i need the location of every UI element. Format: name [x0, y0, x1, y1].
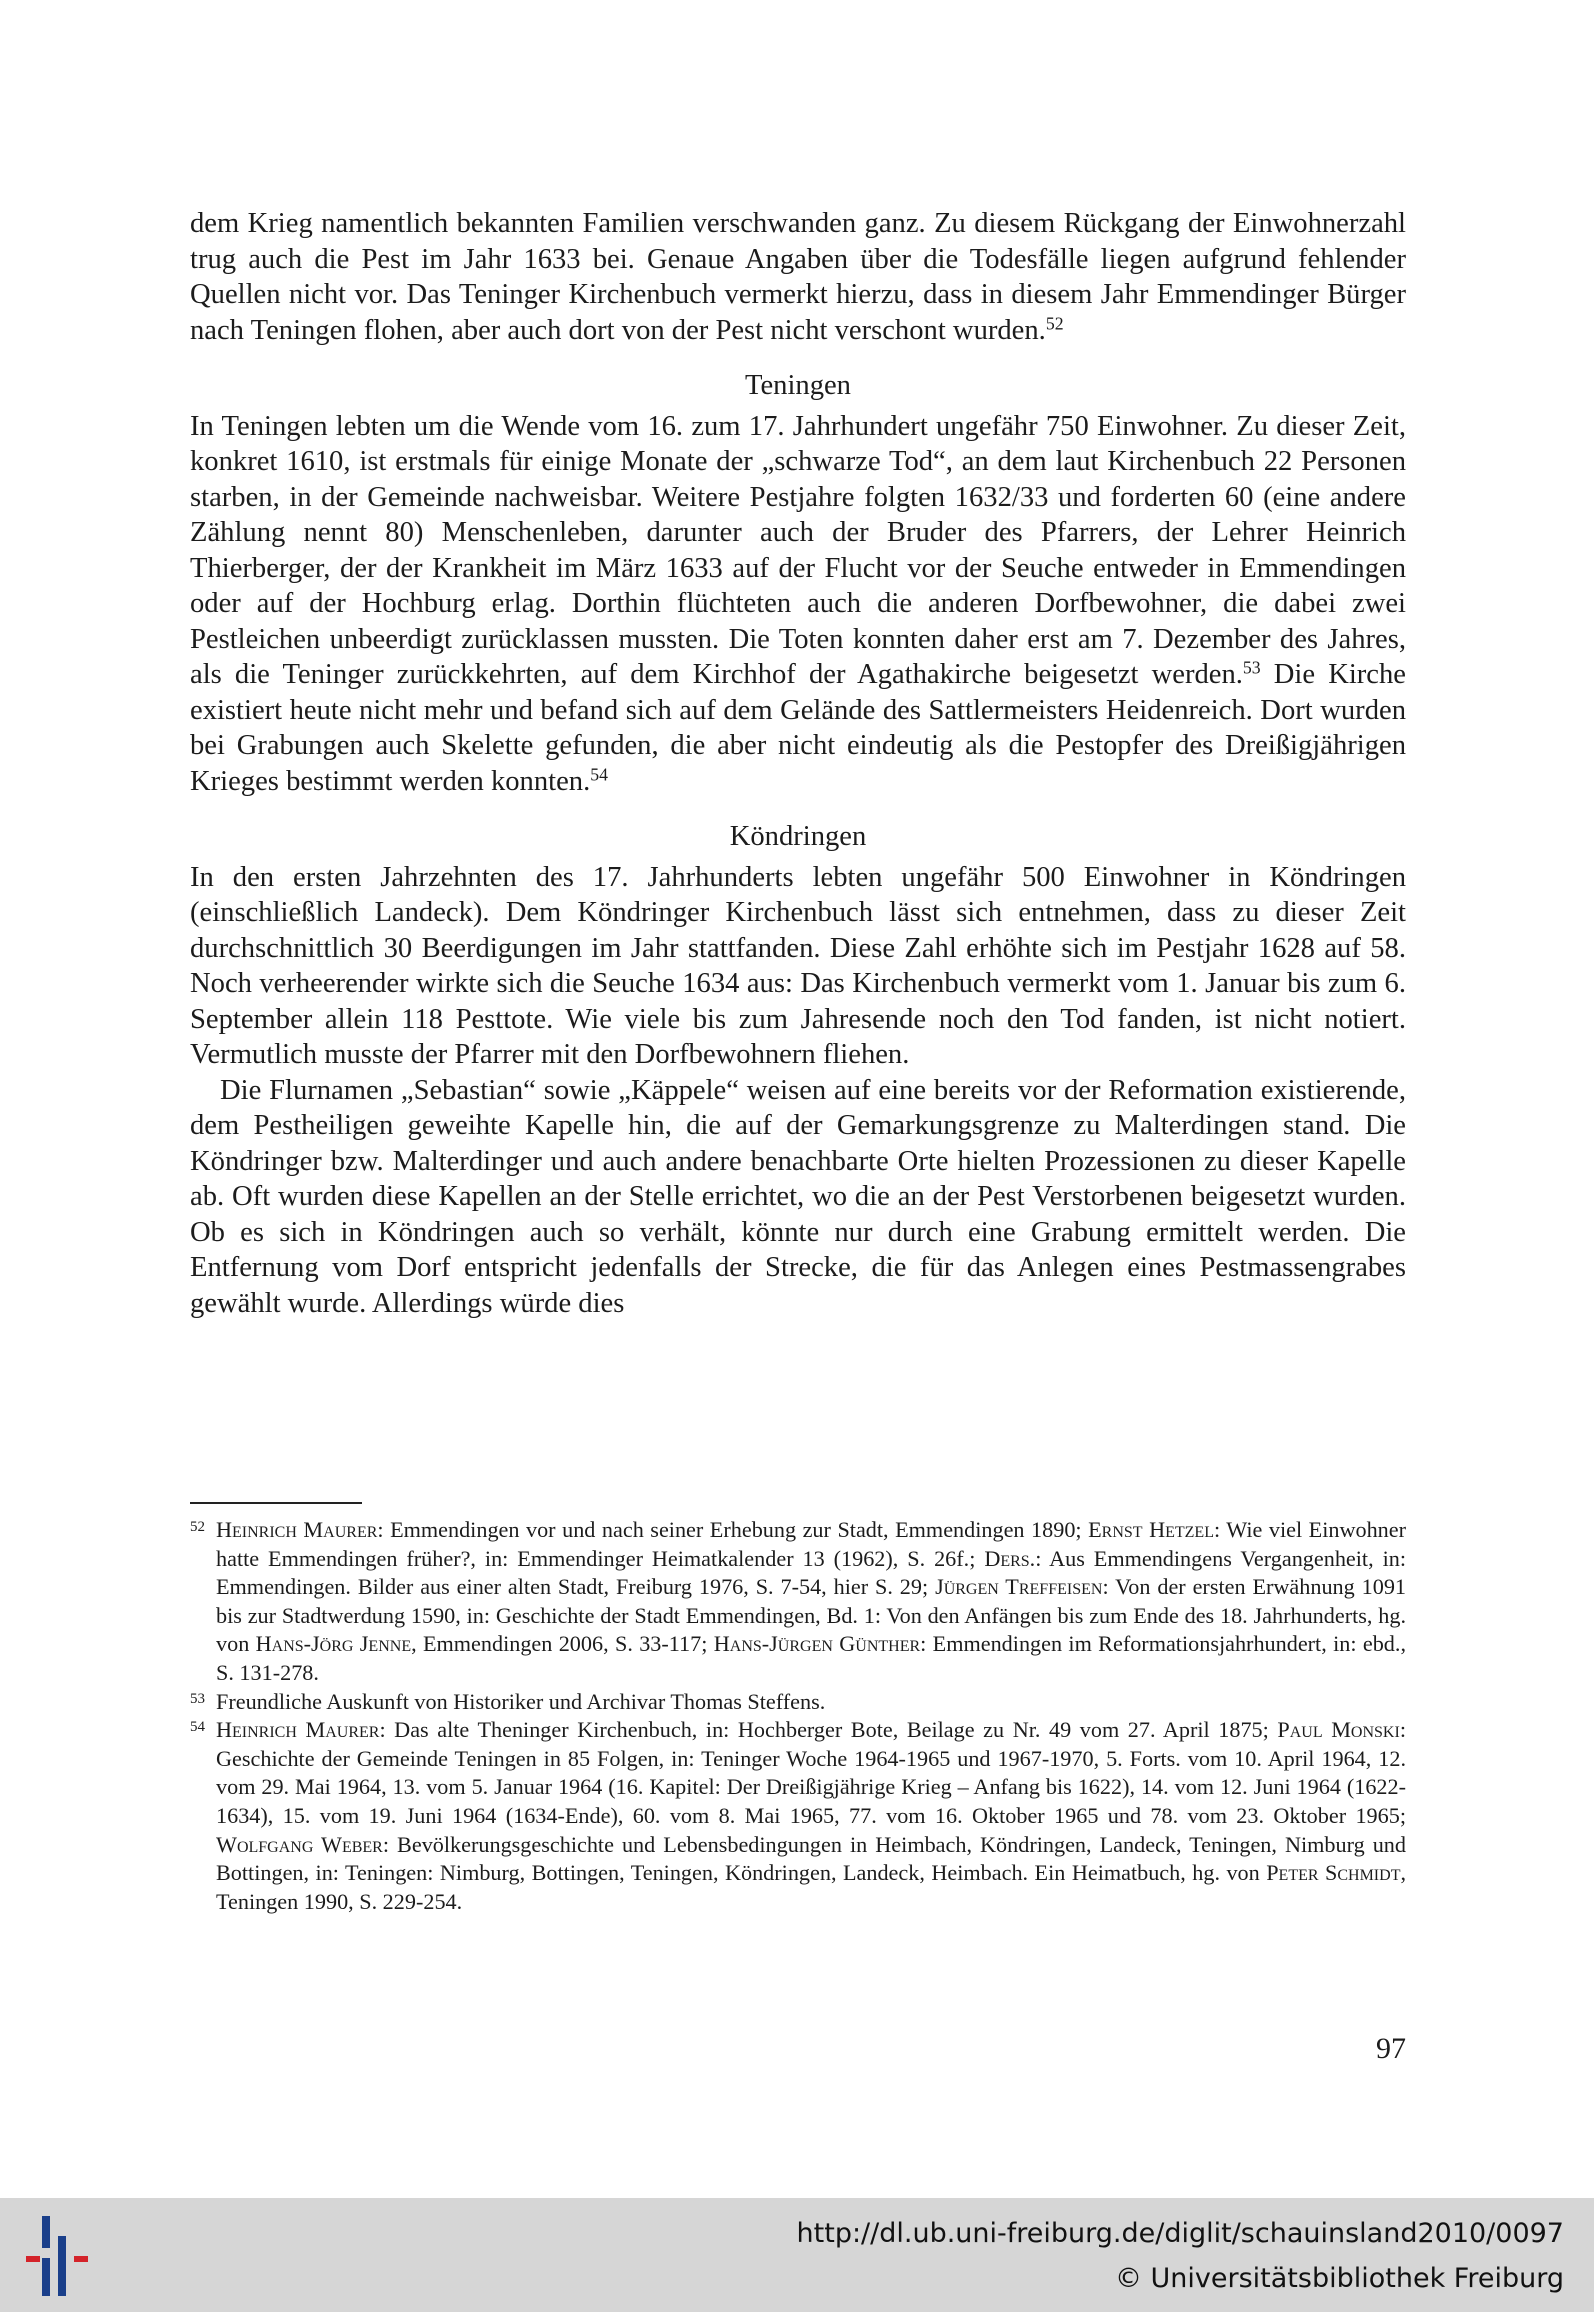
footnote-52	[190, 1516, 1406, 1688]
author-name: Heinrich Maurer	[216, 1717, 380, 1743]
section-heading-koendringen: Köndringen	[729, 821, 867, 852]
footnote-segment: : Von der ersten Erwähnung 1091 bis zur Stadtwerdung 1590, in: Geschichte der Stadt Emmendingen, Bd. 1: Von den Anfängen bis zum Ende des 18. Jahrhunderts, hg. von	[216, 1574, 1407, 1657]
footnote-segment: , Teningen 1990, S. 229-254.	[216, 1860, 1407, 1914]
page-body	[190, 206, 1406, 1321]
footnote-segment: : Geschichte der Gemeinde Teningen in 85 Folgen, in: Teninger Woche 1964-1965 und 1967-1970, 5. Forts. vom 10. April 1964, 12. vom 29. Mai 1964, 13. vom 5. Januar 1964 (16. Kapitel: Der Dreißigjährige Krieg – Anfang bis 1622), 14. vom 12. Juni 1964 (1622-1634), 15. vom 19. Juni 1964 (1634-Ende), 60. vom 8. Mai 1965, 77. vom 16. Oktober 1965 und 78. vom 23. Oktober 1965;	[216, 1717, 1406, 1828]
author-name: Hans-Jörg Jenne	[255, 1631, 412, 1657]
footnote-text	[216, 1716, 1406, 1916]
footnote-54	[190, 1716, 1406, 1916]
footnote-segment: : Emmendingen im Reformationsjahrhundert, in: ebd., S. 131-278.	[216, 1631, 1406, 1685]
paragraph: Die Flurnamen „Sebastian“ sowie „Käppele“ weisen auf eine bereits vor der Reformation existierende, dem Pestheiligen geweihte Kapelle hin, die auf der Gemarkungsgrenze zu Malterdingen stand. Die Köndringer bzw. Malterdinger und auch andere benachbarte Orte hielten Prozessionen zu dieser Kapelle ab. Oft wurden diese Kapellen an der Stelle errichtet, wo die an der Pest Verstorbenen beigesetzt wurden. Ob es sich in Köndringen auch so verhält, könnte nur durch eine Grabung ermittelt werden. Die Entfernung vom Dorf entspricht jedenfalls der Strecke, die für das Anlegen eines Pestmassengrabes gewählt wurde. Allerdings würde dies	[190, 1074, 1406, 1319]
author-name: Peter Schmidt	[1266, 1860, 1401, 1886]
author-name: Heinrich Maurer	[216, 1517, 378, 1542]
author-name: Hans-Jürgen Günther	[713, 1631, 921, 1657]
author-name: Jürgen Treffeisen	[935, 1574, 1103, 1600]
footnote-segment: : Emmendingen vor und nach seiner Erhebung zur Stadt, Emmendingen 1890;	[377, 1517, 1089, 1542]
footnote-53	[190, 1688, 1406, 1717]
author-name: Ernst Hetzel	[1088, 1517, 1214, 1542]
footnote-number: 54	[190, 1719, 205, 1736]
footnote-ref[interactable]: 54	[590, 763, 608, 784]
footnote-segment: : Wie viel Einwohner hatte Emmendingen früher?, in: Emmendinger Heimatkalender 13 (1962), S. 26f.;	[216, 1517, 1407, 1571]
footnote-divider	[190, 1502, 362, 1504]
author-name: Wolfgang Weber	[216, 1831, 383, 1857]
paragraph: In den ersten Jahrzehnten des 17. Jahrhunderts lebten ungefähr 500 Einwohner in Köndringen (einschließlich Landeck). Dem Köndringer Kirchenbuch lässt sich entnehmen, dass zu dieser Zeit durchschnittlich 30 Beerdigungen im Jahr stattfanden. Diese Zahl erhöhte sich im Pestjahr 1628 auf 58. Noch verheerender wirkte sich die Seuche 1634 aus: Das Kirchenbuch vermerkt vom 1. Januar bis zum 6. September allein 118 Pesttote. Wie viele bis zum Jahresende noch den Tod fanden, ist nicht notiert. Vermutlich musste der Pfarrer mit den Dorfbewohnern fliehen.	[190, 861, 1406, 1070]
paragraph	[190, 409, 1406, 800]
footnote-number: 52	[190, 1519, 205, 1535]
footnote-ref[interactable]: 53	[1242, 657, 1261, 678]
footer-bar	[0, 2198, 1594, 2312]
footnote-segment: , Emmendingen 2006, S. 33-117;	[411, 1631, 714, 1657]
copyright-text: © Universitätsbibliothek Freiburg	[1114, 2263, 1564, 2294]
author-name: Paul Monski	[1277, 1717, 1400, 1743]
footnote-segment: : Aus Emmendingens Vergangenheit, in: Emmendingen. Bilder aus einer alten Stadt, Freiburg 1976, S. 7-54, hier S. 29;	[216, 1545, 1406, 1600]
paragraph-text: dem Krieg namentlich bekannten Familien verschwanden ganz. Zu diesem Rückgang der Einwohnerzahl trug auch die Pest im Jahr 1633 bei. Genaue Angaben über die Todesfälle liegen aufgrund fehlender Quellen nicht vor. Das Teninger Kirchenbuch vermerkt hierzu, dass in diesem Jahr Emmendinger Bürger nach Teningen flohen, aber auch dort von der Pest nicht verschont wurden.	[190, 208, 1406, 346]
footnote-segment: : Das alte Theninger Kirchenbuch, in: Hochberger Bote, Beilage zu Nr. 49 vom 27. April 1875;	[379, 1717, 1278, 1743]
footnote-segment: : Bevölkerungsgeschichte und Lebensbedingungen in Heimbach, Köndringen, Landeck, Teningen, Nimburg und Bottingen, in: Teningen: Nimburg, Bottingen, Teningen, Köndringen, Landeck, Heimbach. Ein Heimatbuch, hg. von	[216, 1831, 1406, 1886]
author-name: Ders.	[984, 1545, 1036, 1571]
footnotes	[190, 1516, 1406, 1916]
paragraph	[190, 206, 1406, 348]
footnote-ref[interactable]: 52	[1045, 312, 1064, 333]
footnote-number: 53	[190, 1690, 205, 1707]
ub-freiburg-logo-icon[interactable]	[20, 2212, 100, 2300]
source-url-link[interactable]: http://dl.ub.uni-freiburg.de/diglit/schauinsland2010/0097	[796, 2218, 1564, 2249]
page-number: 97	[1376, 2032, 1406, 2065]
footnote-text	[216, 1516, 1406, 1688]
paragraph-text: In Teningen lebten um die Wende vom 16. zum 17. Jahrhundert ungefähr 750 Einwohner. Zu dieser Zeit, konkret 1610, ist erstmals für einige Monate der „schwarze Tod“, an dem laut Kirchenbuch 22 Personen starben, in der Gemeinde nachweisbar. Weitere Pestjahre folgten 1632/33 und forderten 60 (eine andere Zählung nennt 80) Menschenleben, darunter auch der Bruder des Pfarrers, der Lehrer Heinrich Thierberger, der der Krankheit im März 1633 auf der Flucht vor der Seuche entweder in Emmendingen oder auf der Hochburg erlag. Dorthin flüchteten auch die anderen Dorfbewohner, die dabei zwei Pestleichen unbeerdigt zurücklassen mussten. Die Toten konnten daher erst am 7. Dezember des Jahres, als die Teninger zurückkehrten, auf dem Kirchhof der Agathakirche beigesetzt werden.	[190, 410, 1406, 690]
paragraph-text: Die Kirche existiert heute nicht mehr und befand sich auf dem Gelände des Sattlermeisters Heidenreich. Dort wurden bei Grabungen auch Skelette gefunden, die aber nicht eindeutig als die Pestopfer des Dreißigjährigen Krieges bestimmt werden konnten.	[190, 659, 1406, 797]
footnote-text: Freundliche Auskunft von Historiker und Archivar Thomas Steffens.	[216, 1688, 826, 1714]
section-heading-teningen: Teningen	[745, 370, 851, 401]
